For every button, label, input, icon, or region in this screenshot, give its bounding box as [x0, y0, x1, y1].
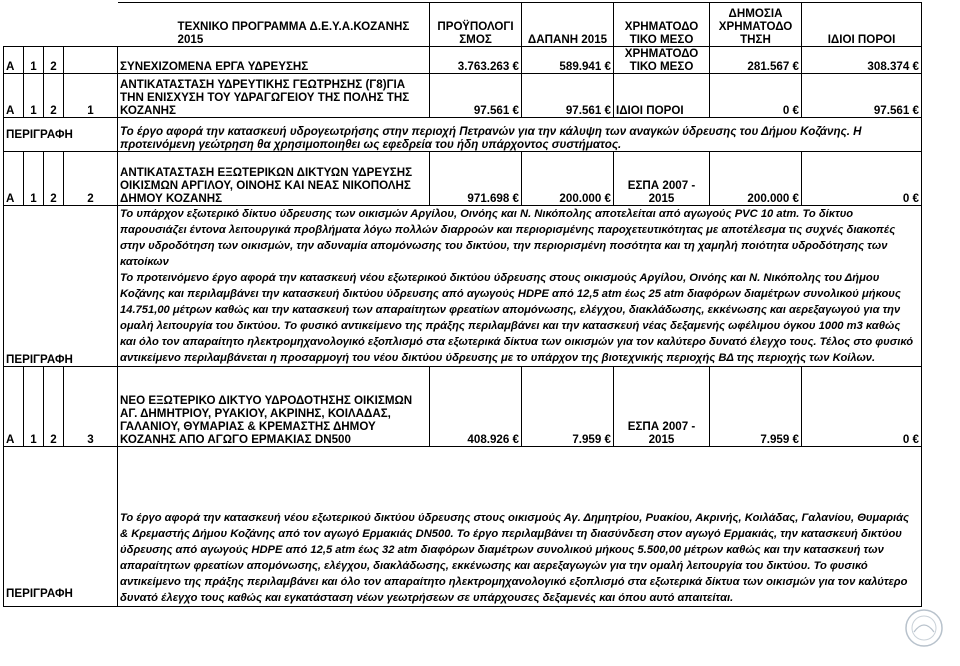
section-own: 308.374 € — [802, 47, 922, 74]
section-row — [4, 47, 922, 74]
item-code-1: 1 — [24, 152, 44, 206]
item-own: 97.561 € — [802, 74, 922, 118]
section-public: 281.567 € — [710, 47, 802, 74]
item-expense: 200.000 € — [522, 152, 614, 206]
item-public: 200.000 € — [710, 152, 802, 206]
item-code-a: Α — [4, 367, 24, 447]
item-code-2: 2 — [44, 152, 64, 206]
item-code-1: 1 — [24, 367, 44, 447]
item-budget: 408.926 € — [430, 367, 522, 447]
description-text: Το έργο αφορά την κατασκευή νέου εξωτερικού δικτύου ύδρευσης στους οικισμούς Αγ. Δημητρίου, Ρυακίου, Ακρινής, Κοιλάδας, Γαλανίου, Θυμαριάς & Κρεμαστής Δήμου Κοζάνης από τον αγωγό Ερμακιάς DN500. Το έργο περιλαμβάνει τη διασύνδεση στον αγωγό Ερμακιάς, την κατασκευή δικτύου ύδρευσης από αγωγούς HDPE από 12,5 atm έως 32 atm διαφόρων διαμέτρων συνολικού μήκους 5.500,00 μέτρων καθώς και την κατασκευή των απαραίτητων φρεατίων απομόνωσης, ελέγχου, διακλάδωσης, εκκένωσης και αερεξαγωγών για την ομαλή λειτουργία του δικτύου. Το φυσικό αντικείμενο της πράξης περιλαμβάνει και όλο τον απαραίτητο ηλεκτρομηχανολογικό εξοπλισμό στα εξωτερικά δίκτυα των οικισμών για τον καλύτερο δυνατό έλεγχο τους καθώς και εγκατάσταση νέων γεωτρήσεων σε υπάρχουσες δεξαμενές και όπου αυτό απαιτείται. — [118, 447, 922, 607]
item-code-3: 3 — [64, 367, 118, 447]
item-row — [4, 74, 922, 118]
description-label: ΠΕΡΙΓΡΑΦΗ — [4, 118, 118, 152]
description-paragraph: Το προτεινόμενο έργο αφορά την κατασκευή νέου εξωτερικού δικτύου ύδρευσης στους οικισμούς Αργίλου, Οινόης και Ν. Νικόπολης του Δήμου Κοζάνης και περιλαμβάνει την κατασκευή δικτύου ύδρευσης από αγωγούς HDPE από 12,5 atm έως 25 atm διαφόρων διαμέτρων συνολικού μήκους 14.751,00 μέτρων καθώς και την κατασκευή των απαραίτητων φρεατίων απομόνωσης, ελέγχου, διακλάδωσης, εκκένωσης και αερεξαγωγού για την ομαλή λειτουργία του δικτύου. Το φυσικό αντικείμενο της πράξης περιλαμβάνει και την κατασκευή νέας δεξαμενής ωφέλιμου όγκου 1000 m3 καθώς και όλο τον απαραίτητο ηλεκτρομηχανολογικό εξοπλισμό στα εξωτερικά δίκτυα των οικισμών για τον καλύτερο δυνατό έλεγχο τους. Τέλος στο φυσικό αντικείμενο περιλαμβάνεται η προσαρμογή του νέου δικτύου ύδρευσης με το υπάρχον της βιοτεχνικής περιοχής ΒΔ της περιοχής των Κοίλων. — [120, 272, 914, 364]
item-financing: ΕΣΠΑ 2007 - 2015 — [614, 367, 710, 447]
section-budget: 3.763.263 € — [430, 47, 522, 74]
header-own-resources: ΙΔΙΟΙ ΠΟΡΟΙ — [802, 3, 922, 47]
code-a: Α — [4, 47, 24, 74]
item-row — [4, 152, 922, 206]
technical-program-table — [3, 2, 922, 607]
header-financing: ΧΡΗΜΑΤΟΔΟ ΤΙΚΟ ΜΕΣΟ — [614, 3, 710, 47]
item-row — [4, 367, 922, 447]
logo-stamp-icon — [900, 606, 948, 650]
description-row — [4, 118, 922, 152]
description-row — [4, 447, 922, 607]
program-title: ΤΕΧΝΙΚΟ ΠΡΟΓΡΑΜΜΑ Δ.Ε.Υ.Α.ΚΟΖΑΝΗΣ 2015 — [118, 3, 430, 47]
item-public: 0 € — [710, 74, 802, 118]
item-title: ΑΝΤΙΚΑΤΑΣΤΑΣΗ ΥΔΡΕΥΤΙΚΗΣ ΓΕΩΤΡΗΣΗΣ (Γ8)ΓΙΑ ΤΗΝ ΕΝΙΣΧΥΣΗ ΤΟΥ ΥΔΡΑΓΩΓΕΙΟΥ ΤΗΣ ΠΟΛΗΣ ΤΗΣ ΚΟΖΑΝΗΣ — [118, 74, 430, 118]
item-code-2: 2 — [44, 367, 64, 447]
item-code-2: 2 — [44, 74, 64, 118]
item-public: 7.959 € — [710, 367, 802, 447]
section-expense: 589.941 € — [522, 47, 614, 74]
header-row — [4, 3, 922, 47]
item-financing: ΕΣΠΑ 2007 - 2015 — [614, 152, 710, 206]
item-own: 0 € — [802, 152, 922, 206]
description-label: ΠΕΡΙΓΡΑΦΗ — [4, 447, 118, 607]
description-row — [4, 206, 922, 367]
header-expense: ΔΑΠΑΝΗ 2015 — [522, 3, 614, 47]
item-code-a: Α — [4, 74, 24, 118]
item-code-1: 1 — [24, 74, 44, 118]
item-expense: 97.561 € — [522, 74, 614, 118]
code-3 — [64, 47, 118, 74]
section-financing: ΧΡΗΜΑΤΟΔΟ ΤΙΚΟ ΜΕΣΟ — [614, 47, 710, 74]
item-title: ΑΝΤΙΚΑΤΑΣΤΑΣΗ ΕΞΩΤΕΡΙΚΩΝ ΔΙΚΤΥΩΝ ΥΔΡΕΥΣΗΣ ΟΙΚΙΣΜΩΝ ΑΡΓΙΛΟΥ, ΟΙΝΟΗΣ ΚΑΙ ΝΕΑΣ ΝΙΚΟΠΟΛΗΣ ΔΗΜΟΥ ΚΟΖΑΝΗΣ — [118, 152, 430, 206]
description-text: Το έργο αφορά την κατασκευή υδρογεωτρήσης στην περιοχή Πετρανών για την κάλυψη των αναγκών ύδρευσης του Δήμου Κοζάνης. Η προτεινόμενη γεώτρηση θα χρησιμοποιηθει ως εφεδρεία του ήδη υπάρχοντος συστήματος. — [118, 118, 922, 152]
description-label: ΠΕΡΙΓΡΑΦΗ — [4, 206, 118, 367]
header-budget: ΠΡΟΫΠΟΛΟΓΙ ΣΜΟΣ — [430, 3, 522, 47]
code-2: 2 — [44, 47, 64, 74]
item-code-a: Α — [4, 152, 24, 206]
description-paragraph: Το υπάρχον εξωτερικό δίκτυο ύδρευσης των οικισμών Αργίλου, Οινόης και Ν. Νικόπολης αποτελείται από αγωγούς PVC 10 atm. Το δίκτυο παρουσιάζει έντονα λειτουργικά προβλήματα λόγω πολλών διαρροών και περιορισμένης παροχετευτικότητας με αποτέλεσμα τις συχνές διακοπές στην υδροδότηση των οικισμών, την αδυναμία απομόνωσης του δικτύου, την περιορισμένη ποσότητα και τη χαμηλή ποιότητα υδροδότησης των κατοίκων — [120, 208, 896, 268]
item-financing: ΙΔΙΟΙ ΠΟΡΟΙ — [614, 74, 710, 118]
item-expense: 7.959 € — [522, 367, 614, 447]
item-budget: 97.561 € — [430, 74, 522, 118]
item-budget: 971.698 € — [430, 152, 522, 206]
item-code-3: 2 — [64, 152, 118, 206]
section-title: ΣΥΝΕΧΙΖΟΜΕΝΑ ΕΡΓΑ ΥΔΡΕΥΣΗΣ — [118, 47, 430, 74]
code-1: 1 — [24, 47, 44, 74]
item-title: ΝΕΟ ΕΞΩΤΕΡΙΚΟ ΔΙΚΤΥΟ ΥΔΡΟΔΟΤΗΣΗΣ ΟΙΚΙΣΜΩΝ ΑΓ. ΔΗΜΗΤΡΙΟΥ, ΡΥΑΚΙΟΥ, ΑΚΡΙΝΗΣ, ΚΟΙΛΑΔΑΣ, ΓΑΛΑΝΙΟΥ, ΘΥΜΑΡΙΑΣ & ΚΡΕΜΑΣΤΗΣ ΔΗΜΟΥ ΚΟΖΑΝΗΣ ΑΠΟ ΑΓΩΓΟ ΕΡΜΑΚΙΑΣ DN500 — [118, 367, 430, 447]
description-text — [118, 206, 922, 367]
item-own: 0 € — [802, 367, 922, 447]
header-public-financing: ΔΗΜΟΣΙΑ ΧΡΗΜΑΤΟΔΟ ΤΗΣΗ — [710, 3, 802, 47]
item-code-3: 1 — [64, 74, 118, 118]
